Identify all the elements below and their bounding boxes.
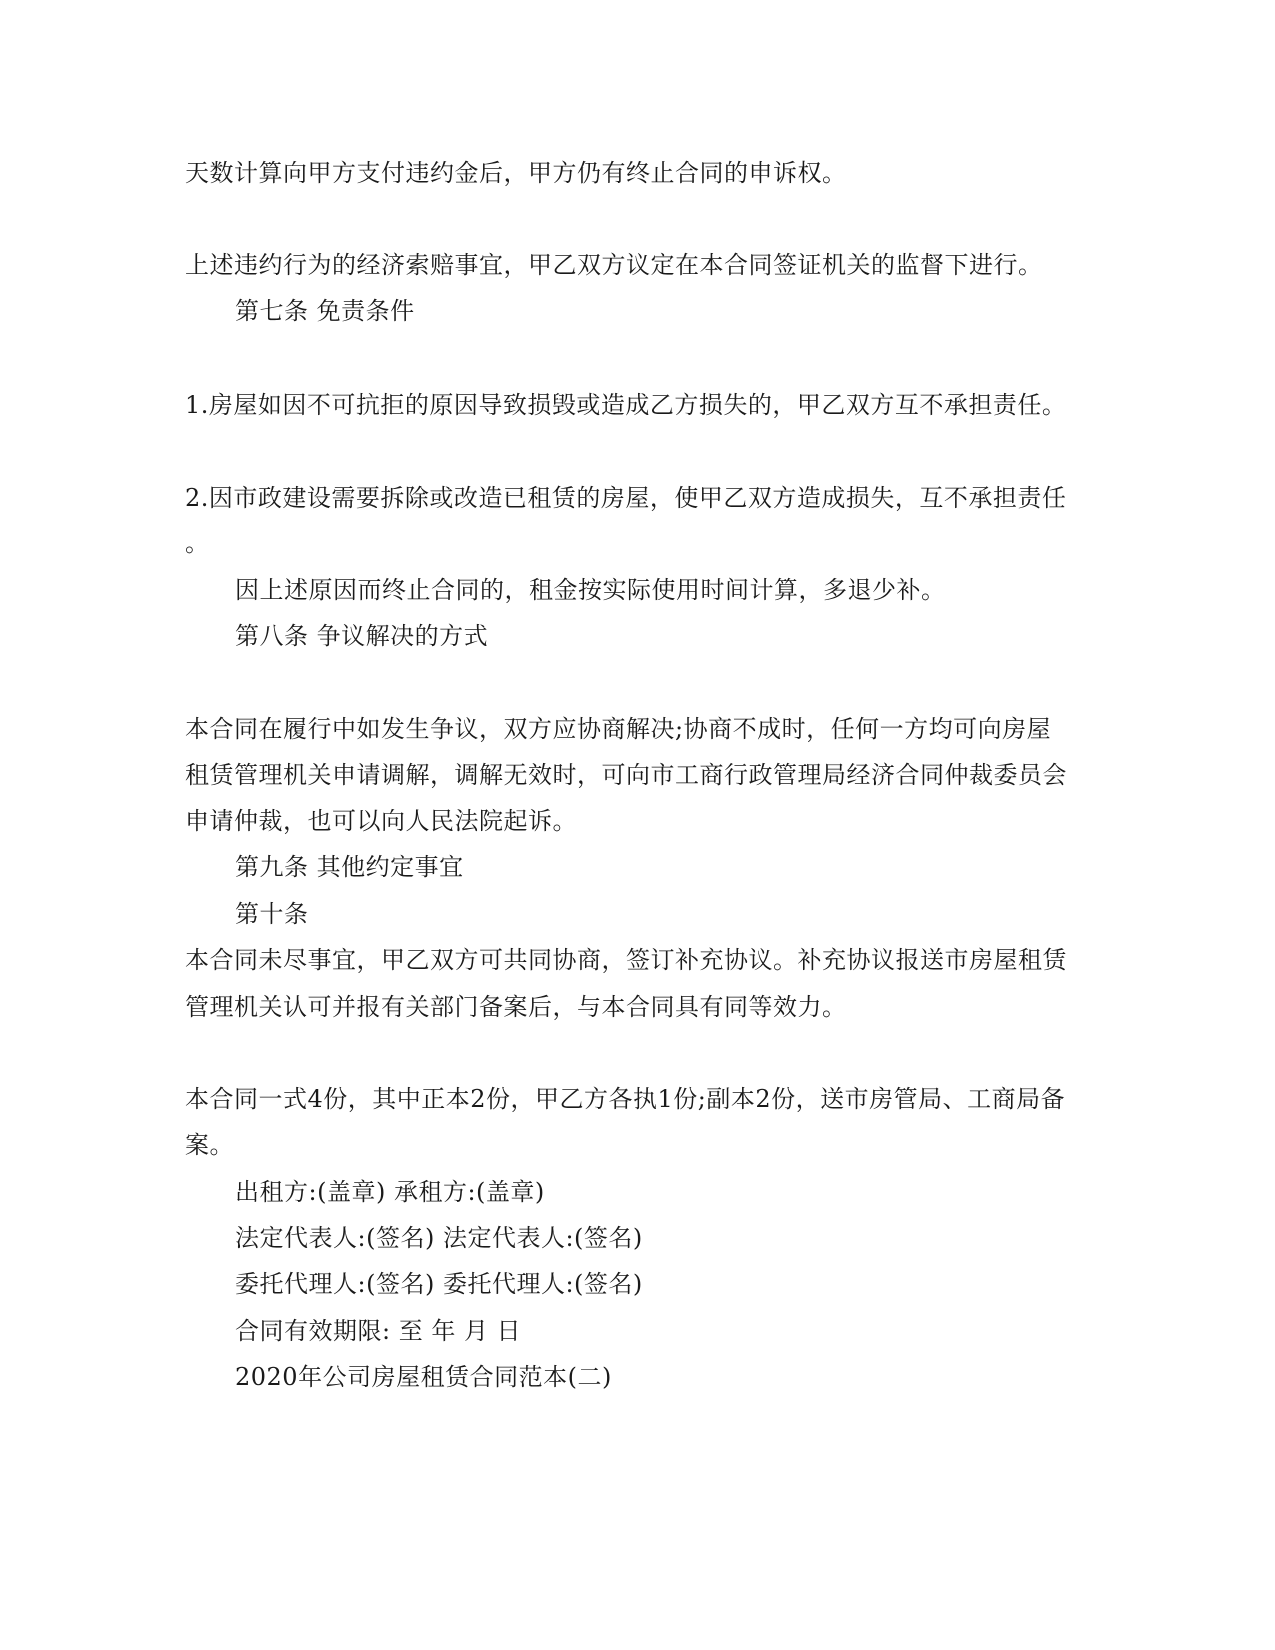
paragraph-line: 案。 xyxy=(185,1131,234,1159)
paragraph-line: 1.房屋如因不可抗拒的原因导致损毁或造成乙方损失的，甲乙双方互不承担责任。 xyxy=(185,391,1067,419)
signature-line: 法定代表人:(签名) 法定代表人:(签名) xyxy=(235,1224,643,1252)
paragraph-line: 申请仲裁，也可以向人民法院起诉。 xyxy=(185,807,577,835)
section-title: 2020年公司房屋租赁合同范本(二) xyxy=(235,1363,612,1391)
article-heading: 第十条 xyxy=(235,900,309,928)
paragraph-line: 本合同在履行中如发生争议，双方应协商解决;协商不成时，任何一方均可向房屋 xyxy=(185,715,1052,743)
paragraph-line: 本合同未尽事宜，甲乙双方可共同协商，签订补充协议。补充协议报送市房屋租赁 xyxy=(185,946,1067,974)
paragraph-line: 本合同一式4份，其中正本2份，甲乙方各执1份;副本2份，送市房管局、工商局备 xyxy=(185,1085,1066,1113)
paragraph-line: 管理机关认可并报有关部门备案后，与本合同具有同等效力。 xyxy=(185,993,847,1021)
article-heading: 第八条 争议解决的方式 xyxy=(235,622,489,650)
paragraph-line: 因上述原因而终止合同的，租金按实际使用时间计算，多退少补。 xyxy=(235,576,946,604)
paragraph-line: 2.因市政建设需要拆除或改造已租赁的房屋，使甲乙双方造成损失，互不承担责任 xyxy=(185,484,1067,512)
article-heading: 第七条 免责条件 xyxy=(235,297,415,325)
paragraph-line: 天数计算向甲方支付违约金后，甲方仍有终止合同的申诉权。 xyxy=(185,159,847,187)
paragraph-line: 。 xyxy=(185,529,210,557)
validity-line: 合同有效期限: 至 年 月 日 xyxy=(235,1317,522,1345)
signature-line: 出租方:(盖章) 承租方:(盖章) xyxy=(235,1178,545,1206)
article-heading: 第九条 其他约定事宜 xyxy=(235,853,464,881)
signature-line: 委托代理人:(签名) 委托代理人:(签名) xyxy=(235,1270,643,1298)
paragraph-line: 上述违约行为的经济索赔事宜，甲乙双方议定在本合同签证机关的监督下进行。 xyxy=(185,251,1043,279)
paragraph-line: 租赁管理机关申请调解，调解无效时，可向市工商行政管理局经济合同仲裁委员会 xyxy=(185,761,1067,789)
